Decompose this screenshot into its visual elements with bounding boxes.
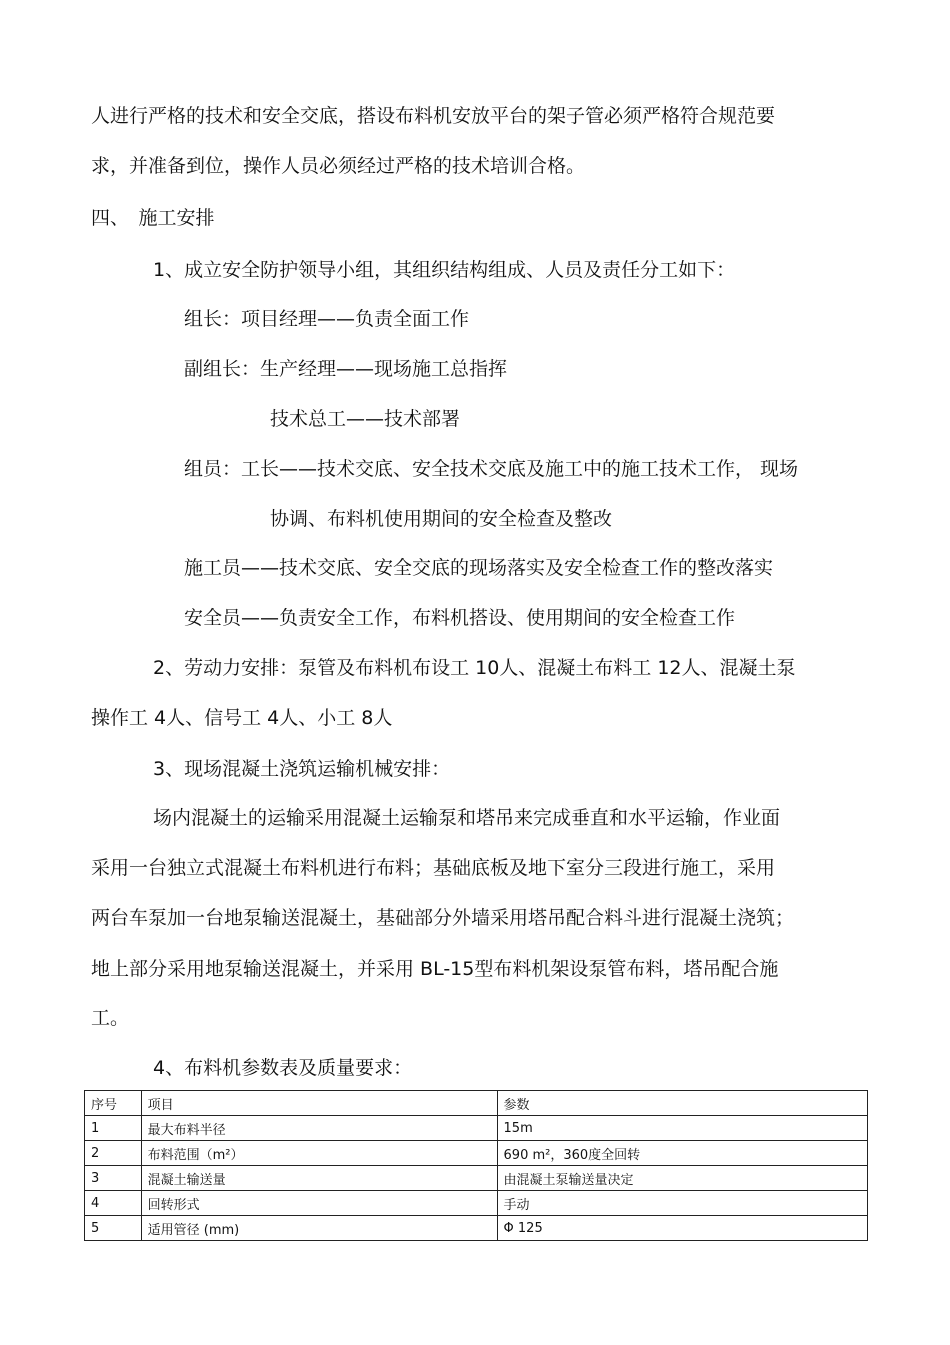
table-cell: 4 — [85, 1191, 142, 1216]
subsection-heading: 2、劳动力安排：泵管及布料机布设工 10人、混凝土布料工 12人、混凝土泵 — [153, 657, 796, 679]
paragraph-line: 求，并准备到位，操作人员必须经过严格的技术培训合格。 — [91, 155, 586, 177]
paragraph-line: 地上部分采用地泵输送混凝土，并采用 BL-15型布料机架设泵管布料，塔吊配合施 — [91, 958, 779, 980]
table-cell: 2 — [85, 1141, 142, 1166]
paragraph-line: 操作工 4人、信号工 4人、小工 8人 — [91, 707, 393, 729]
table-cell: 5 — [85, 1216, 142, 1241]
table-cell: 混凝土输送量 — [141, 1166, 497, 1191]
subsection-heading: 3、现场混凝土浇筑运输机械安排： — [153, 758, 451, 780]
paragraph-line: 安全员——负责安全工作，布料机搭设、使用期间的安全检查工作 — [184, 607, 736, 629]
table-row — [85, 1141, 868, 1166]
table-cell: 手动 — [497, 1191, 867, 1216]
table-cell: 690 m²，360度全回转 — [497, 1141, 867, 1166]
table-cell: 回转形式 — [141, 1191, 497, 1216]
paragraph-line: 两台车泵加一台地泵输送混凝土，基础部分外墙采用塔吊配合料斗进行混凝土浇筑； — [91, 907, 795, 929]
subsection-heading: 1、成立安全防护领导小组，其组织结构组成、人员及责任分工如下： — [153, 259, 736, 281]
table-row — [85, 1216, 868, 1241]
table-cell: 最大布料半径 — [141, 1116, 497, 1141]
paragraph-line: 人进行严格的技术和安全交底，搭设布料机安放平台的架子管必须严格符合规范要 — [91, 105, 776, 127]
table-cell: 适用管径 (mm) — [141, 1216, 497, 1241]
paragraph-line: 工。 — [91, 1007, 130, 1029]
table-cell: 1 — [85, 1116, 142, 1141]
table-row — [85, 1116, 868, 1141]
table-cell: 由混凝土泵输送量决定 — [497, 1166, 867, 1191]
table-cell: 布料范围（m²） — [141, 1141, 497, 1166]
paragraph-line: 副组长：生产经理——现场施工总指挥 — [184, 358, 508, 380]
section-heading: 四、 施工安排 — [91, 207, 215, 229]
paragraph-line: 场内混凝土的运输采用混凝土运输泵和塔吊来完成垂直和水平运输，作业面 — [153, 807, 781, 829]
table-cell: Φ 125 — [497, 1216, 867, 1241]
table-row — [85, 1166, 868, 1191]
table-header-row — [85, 1091, 868, 1116]
paragraph-line: 技术总工——技术部署 — [270, 408, 461, 430]
paragraph-line: 施工员——技术交底、安全交底的现场落实及安全检查工作的整改落实 — [184, 557, 774, 579]
paragraph-line: 采用一台独立式混凝土布料机进行布料；基础底板及地下室分三段进行施工，采用 — [91, 857, 776, 879]
paragraph-line: 组长：项目经理——负责全面工作 — [184, 308, 470, 330]
header-cell: 项目 — [141, 1091, 497, 1116]
table-cell: 15m — [497, 1116, 867, 1141]
subsection-heading: 4、布料机参数表及质量要求： — [153, 1057, 413, 1079]
paragraph-line: 协调、布料机使用期间的安全检查及整改 — [270, 508, 613, 530]
paragraph-line: 组员：工长——技术交底、安全技术交底及施工中的施工技术工作， 现场 — [184, 458, 799, 480]
parameter-table — [84, 1090, 868, 1241]
table-row — [85, 1191, 868, 1216]
table-cell: 3 — [85, 1166, 142, 1191]
header-cell: 参数 — [497, 1091, 867, 1116]
header-cell: 序号 — [85, 1091, 142, 1116]
